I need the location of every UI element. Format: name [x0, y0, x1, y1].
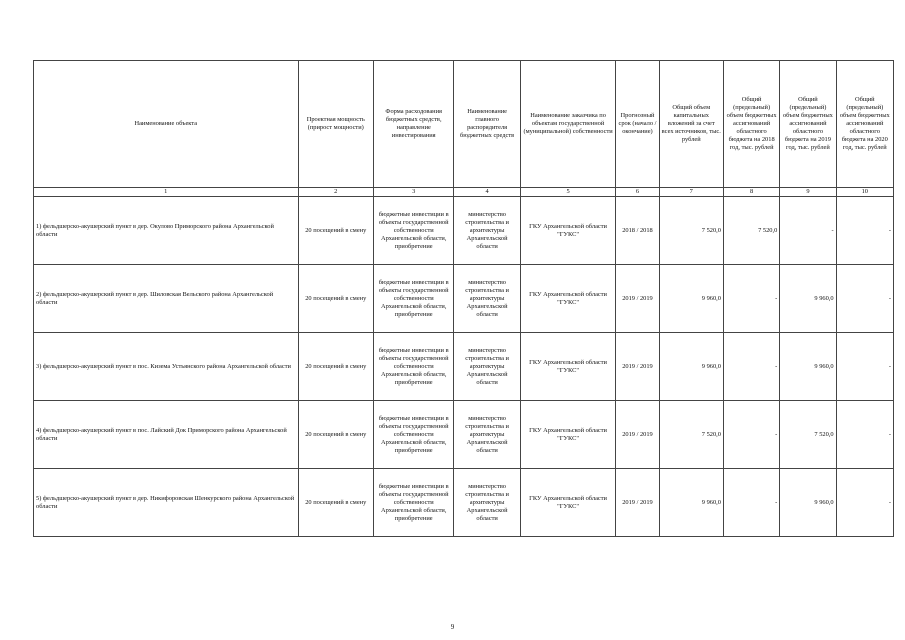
- table-row: [34, 401, 894, 469]
- spending-form-cell: бюджетные инвестиции в объекты государственной собственности Архангельской области, приобретение: [373, 265, 453, 333]
- capacity-cell: 20 посещений в смену: [298, 265, 373, 333]
- table-row: [34, 333, 894, 401]
- capacity-cell: 20 посещений в смену: [298, 469, 373, 537]
- header-budget-manager: Наименование главного распорядителя бюджетных средств: [454, 61, 520, 188]
- capacity-cell: 20 посещений в смену: [298, 333, 373, 401]
- table-row: [34, 265, 894, 333]
- term-cell: 2019 / 2019: [616, 265, 659, 333]
- term-cell: 2019 / 2019: [616, 401, 659, 469]
- total-investment-cell: 9 960,0: [659, 469, 723, 537]
- header-budget-2020: Общий (предельный) объем бюджетных ассигнований областного бюджета на 2020 год, тыс. рублей: [836, 61, 893, 188]
- budget-2019-cell: 9 960,0: [780, 265, 836, 333]
- object-name-cell: 2) фельдшерско-акушерский пункт в дер. Шиловская Вельского района Архангельской области: [34, 265, 299, 333]
- budget-2018-cell: -: [723, 401, 779, 469]
- object-name-cell: 3) фельдшерско-акушерский пункт в пос. Кизема Устьянского района Архангельской области: [34, 333, 299, 401]
- column-number: 10: [836, 188, 893, 197]
- spending-form-cell: бюджетные инвестиции в объекты государственной собственности Архангельской области, приобретение: [373, 333, 453, 401]
- budget-manager-cell: министерство строительства и архитектуры Архангельской области: [454, 333, 520, 401]
- total-investment-cell: 9 960,0: [659, 265, 723, 333]
- budget-2020-cell: -: [836, 401, 893, 469]
- budget-2020-cell: -: [836, 265, 893, 333]
- budget-2018-cell: -: [723, 265, 779, 333]
- table-row: [34, 469, 894, 537]
- total-investment-cell: 7 520,0: [659, 197, 723, 265]
- budget-2019-cell: 9 960,0: [780, 469, 836, 537]
- budget-2019-cell: 9 960,0: [780, 333, 836, 401]
- term-cell: 2018 / 2018: [616, 197, 659, 265]
- customer-cell: ГКУ Архангельской области "ГУКС": [520, 197, 616, 265]
- budget-manager-cell: министерство строительства и архитектуры Архангельской области: [454, 401, 520, 469]
- term-cell: 2019 / 2019: [616, 333, 659, 401]
- term-cell: 2019 / 2019: [616, 469, 659, 537]
- header-object-name: Наименование объекта: [34, 61, 299, 188]
- page-number: 9: [450, 623, 455, 631]
- header-total-investment: Общий объем капитальных вложений за счет всех источников, тыс. рублей: [659, 61, 723, 188]
- object-name-cell: 5) фельдшерско-акушерский пункт в дер. Никифоровская Шенкурского района Архангельской области: [34, 469, 299, 537]
- column-number: 3: [373, 188, 453, 197]
- budget-2019-cell: -: [780, 197, 836, 265]
- budget-manager-cell: министерство строительства и архитектуры Архангельской области: [454, 469, 520, 537]
- header-term: Прогнозный срок (начало / окончание): [616, 61, 659, 188]
- header-budget-2019: Общий (предельный) объем бюджетных ассигнований областного бюджета на 2019 год, тыс. рублей: [780, 61, 836, 188]
- customer-cell: ГКУ Архангельской области "ГУКС": [520, 333, 616, 401]
- budget-2020-cell: -: [836, 333, 893, 401]
- column-number: 9: [780, 188, 836, 197]
- spending-form-cell: бюджетные инвестиции в объекты государственной собственности Архангельской области, приобретение: [373, 469, 453, 537]
- capacity-cell: 20 посещений в смену: [298, 401, 373, 469]
- column-number: 4: [454, 188, 520, 197]
- budget-2020-cell: -: [836, 469, 893, 537]
- budget-manager-cell: министерство строительства и архитектуры Архангельской области: [454, 197, 520, 265]
- capacity-cell: 20 посещений в смену: [298, 197, 373, 265]
- column-number: 2: [298, 188, 373, 197]
- budget-2019-cell: 7 520,0: [780, 401, 836, 469]
- column-number-row: [34, 188, 894, 197]
- header-budget-2018: Общий (предельный) объем бюджетных ассигнований областного бюджета на 2018 год, тыс. рублей: [723, 61, 779, 188]
- column-number: 7: [659, 188, 723, 197]
- column-number: 5: [520, 188, 616, 197]
- column-number: 8: [723, 188, 779, 197]
- customer-cell: ГКУ Архангельской области "ГУКС": [520, 401, 616, 469]
- total-investment-cell: 7 520,0: [659, 401, 723, 469]
- budget-2018-cell: -: [723, 469, 779, 537]
- budget-2018-cell: -: [723, 333, 779, 401]
- column-number: 6: [616, 188, 659, 197]
- spending-form-cell: бюджетные инвестиции в объекты государственной собственности Архангельской области, приобретение: [373, 197, 453, 265]
- budget-manager-cell: министерство строительства и архитектуры Архангельской области: [454, 265, 520, 333]
- table-row: [34, 197, 894, 265]
- column-number: 1: [34, 188, 299, 197]
- header-capacity: Проектная мощность (прирост мощности): [298, 61, 373, 188]
- total-investment-cell: 9 960,0: [659, 333, 723, 401]
- investment-table: [33, 60, 894, 537]
- object-name-cell: 4) фельдшерско-акушерский пункт в пос. Лайский Док Приморского района Архангельской области: [34, 401, 299, 469]
- header-customer: Наименование заказчика по объектам государственной (муниципальной) собственности: [520, 61, 616, 188]
- customer-cell: ГКУ Архангельской области "ГУКС": [520, 469, 616, 537]
- object-name-cell: 1) фельдшерско-акушерский пункт в дер. Окулово Приморского района Архангельской области: [34, 197, 299, 265]
- budget-2018-cell: 7 520,0: [723, 197, 779, 265]
- header-row: [34, 61, 894, 188]
- spending-form-cell: бюджетные инвестиции в объекты государственной собственности Архангельской области, приобретение: [373, 401, 453, 469]
- header-spending-form: Форма расходования бюджетных средств, направление инвестирования: [373, 61, 453, 188]
- budget-2020-cell: -: [836, 197, 893, 265]
- customer-cell: ГКУ Архангельской области "ГУКС": [520, 265, 616, 333]
